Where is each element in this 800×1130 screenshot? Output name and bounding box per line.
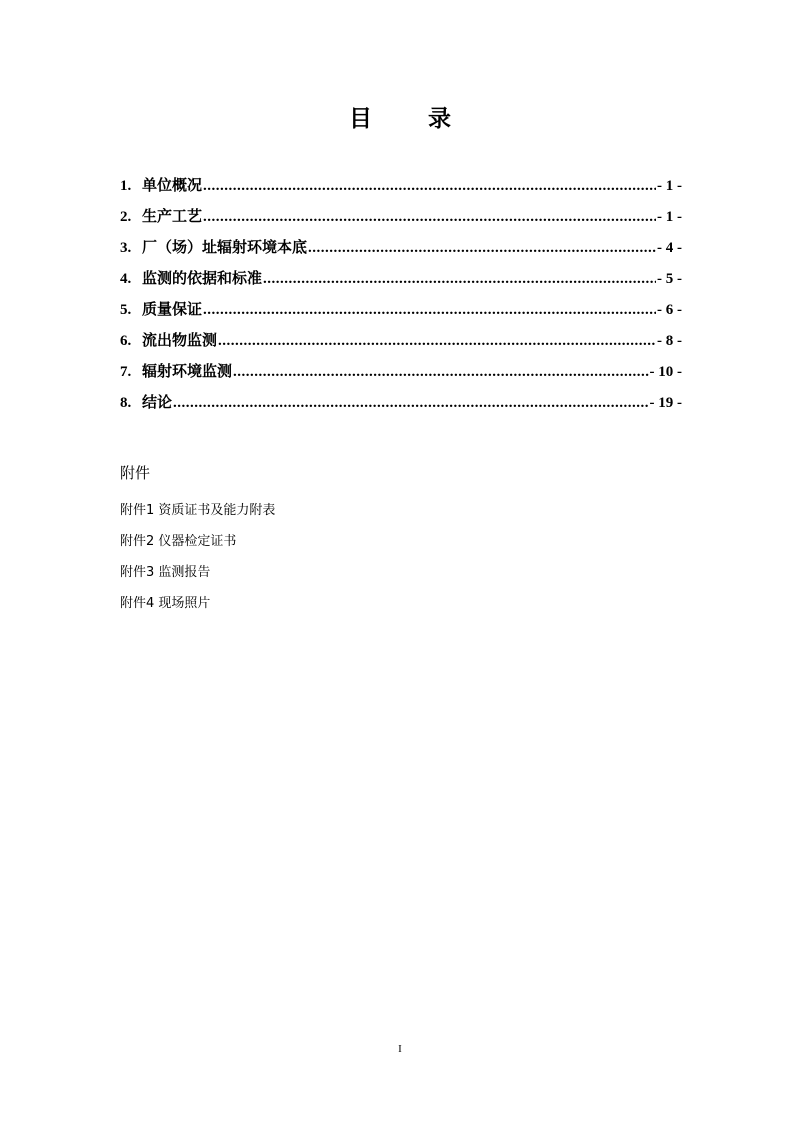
toc-entry-number: 8.	[120, 395, 132, 411]
toc-title: 目 录	[348, 105, 475, 132]
appendix-section	[120, 462, 275, 623]
toc-entry-label: 监测的依据和标准	[142, 269, 263, 287]
toc-entry[interactable]	[120, 329, 682, 360]
toc-entry-number: 2.	[120, 209, 132, 225]
toc-entry-page: - 19 -	[649, 395, 682, 411]
toc-entry-label: 厂（场）址辐射环境本底	[142, 238, 308, 256]
toc-entry-page: - 10 -	[649, 364, 682, 380]
toc-leader-dots	[203, 209, 656, 226]
toc-entry-label: 流出物监测	[142, 331, 218, 349]
toc-entry[interactable]	[120, 205, 682, 236]
toc-leader-dots	[233, 364, 648, 381]
toc-entry-number: 1.	[120, 178, 132, 194]
toc-leader-dots	[263, 271, 656, 288]
toc-entry-page: - 5 -	[657, 271, 682, 287]
toc-entry-page: - 4 -	[657, 240, 682, 256]
toc-entry[interactable]	[120, 298, 682, 329]
toc-entry-label: 质量保证	[142, 300, 203, 318]
toc-leader-dots	[173, 395, 648, 412]
toc-entry-page: - 8 -	[657, 333, 682, 349]
toc-leader-dots	[203, 302, 656, 319]
toc-entry-page: - 6 -	[657, 302, 682, 318]
toc-entry-number: 6.	[120, 333, 132, 349]
appendix-item: 附件3 监测报告	[120, 565, 211, 580]
toc-entry[interactable]	[120, 236, 682, 267]
toc-entry-number: 5.	[120, 302, 132, 318]
toc-entry-number: 4.	[120, 271, 132, 287]
appendix-item: 附件1 资质证书及能力附表	[120, 503, 276, 518]
toc-entry-label: 生产工艺	[142, 207, 203, 225]
toc-entry-page: - 1 -	[657, 178, 682, 194]
toc-entry-label: 结论	[142, 393, 173, 411]
toc-entry-label: 辐射环境监测	[142, 362, 233, 380]
toc-entry-number: 3.	[120, 240, 132, 256]
toc-leader-dots	[218, 333, 656, 350]
toc-entry-page: - 1 -	[657, 209, 682, 225]
toc-entry[interactable]	[120, 174, 682, 205]
appendix-heading: 附件	[120, 464, 151, 482]
appendix-item: 附件2 仪器检定证书	[120, 534, 237, 549]
toc-entry-label: 单位概况	[142, 176, 203, 194]
table-of-contents	[120, 174, 682, 422]
toc-entry[interactable]	[120, 391, 682, 422]
page-number: I	[398, 1043, 402, 1055]
toc-leader-dots	[203, 178, 656, 195]
toc-entry-number: 7.	[120, 364, 132, 380]
appendix-item: 附件4 现场照片	[120, 596, 211, 611]
toc-entry[interactable]	[120, 360, 682, 391]
toc-entry[interactable]	[120, 267, 682, 298]
toc-leader-dots	[308, 240, 656, 257]
